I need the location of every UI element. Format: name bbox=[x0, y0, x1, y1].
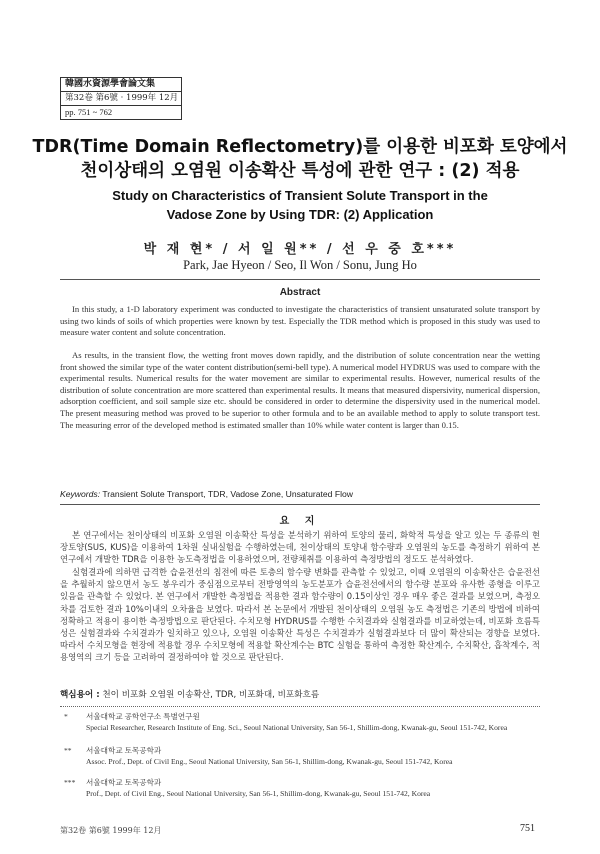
authors-korean: 박 재 현* / 서 일 원** / 선 우 중 호*** bbox=[143, 242, 457, 257]
footnote-3 bbox=[64, 777, 540, 799]
footnote-2-english: Assoc. Prof., Dept. of Civil Eng., Seoul National University, San 56-1, Shillim-dong, Kwanak-gu, Seoul 151-742, Korea bbox=[86, 757, 453, 766]
page-number: 751 bbox=[520, 823, 535, 834]
title-english-line1: Study on Characteristics of Transient Solute Transport in the bbox=[112, 188, 488, 203]
title-korean-line2: 천이상태의 오염원 이송확산 특성에 관한 연구 : (2) 적용 bbox=[80, 161, 520, 181]
footnote-1-english: Special Researcher, Research Institute of Eng. Sci., Seoul National University, San 56-1, Shillim-dong, Kwanak-gu, Seoul 151-742, Korea bbox=[86, 723, 508, 732]
footnote-1-korean: 서울대학교 공학연구소 특별연구원 bbox=[86, 712, 200, 721]
authors-english: Park, Jae Hyeon / Seo, Il Won / Sonu, Jung Ho bbox=[183, 258, 417, 272]
footnote-3-korean: 서울대학교 토목공학과 bbox=[86, 778, 162, 787]
divider-top bbox=[60, 279, 540, 280]
divider-middle bbox=[60, 504, 540, 505]
title-english-line2: Vadose Zone by Using TDR: (2) Application bbox=[166, 207, 434, 222]
summary-paragraph-2: 실험결과에 의하면 급격한 습윤전선의 침전에 따른 토층의 함수량 변화를 관측할 수 있었고, 이때 오염원의 이송확산은 습윤전선을 추월하지 않으면서 농도 봉우리가 중심점으로부터 전방영역의 농도분포가 습윤전선에서의 함수량 분포와 유사한 종형을 이루고 있음을 관측할 수 있었다. 본 연구에서 개발한 측정법을 적용한 결과 함수량이 0.15이상인 경우 매우 좋은 결과를 보였으며, 측정오차를 검토한 결과 10%이내의 오차율을 보였다. 따라서 본 논문에서 개발된 천이상태의 오염원 농도 측정법은 기존의 방법에 비하여 정확하고 적용이 용이한 측정방법으로 판단된다. 수치모형 HYDRUS를 수행한 수치결과와 실험결과를 비교하였는데, 비포화 흐름특성은 실험결과와 수치결과가 일치하고 있으나, 오염원 이송확산 특성은 수치결과가 실험결과보다 더 많이 확산되는 경향을 보였다. 따라서 수치모형을 현장에 적용할 경우 수치모형에 적용할 확산계수는 BTC 실험을 통하여 측정한 확산계수, 수치확산, 흡착계수, 적용영역의 크기 등을 고려하여 결정하여야 할 것으로 판단된다. bbox=[60, 567, 540, 663]
footnote-1 bbox=[64, 711, 540, 733]
footnote-3-mark: *** bbox=[64, 778, 76, 787]
summary-paragraph-1: 본 연구에서는 천이상태의 비포화 오염원 이송확산 특성을 분석하기 위하여 토양의 물리, 화학적 특성을 알고 있는 두 종류의 현장토양(SUS, KUS)을 이용하여 1차원 실내실험을 수행하였는데, 천이상태의 토양내 함수량과 오염원의 농도를 측정하기 위하여 본 연구에서 개발한 TDR을 이용한 농도측정법을 이용하였으며, 전량채취를 이용하여 측정방법의 정도도 분석하였다. bbox=[60, 530, 540, 565]
abstract-keywords bbox=[60, 489, 540, 500]
footnote-3-english: Prof., Dept. of Civil Eng., Seoul National University, San 56-1, Shillim-dong, Kwanak-gu, Seoul 151-742, Korea bbox=[86, 789, 431, 798]
summary-keywords bbox=[60, 690, 540, 701]
journal-volume: 第32卷 第6號 · 1999年 12月 bbox=[61, 92, 181, 106]
journal-pages: pp. 751 ~ 762 bbox=[65, 107, 113, 117]
abstract-heading: Abstract bbox=[279, 287, 321, 298]
summary-heading: 요 지 bbox=[279, 516, 321, 527]
keywords-value: Transient Solute Transport, TDR, Vadose Zone, Unsaturated Flow bbox=[100, 489, 353, 499]
journal-name: 韓國水資源學會論文集 bbox=[61, 78, 181, 92]
abstract-paragraph-2: As results, in the transient flow, the wetting front moves down rapidly, and the distribution of solute concentration near the wetting front showed the similar type of the water content distribution(semi-bell type). A numerical model HYDRUS was used to compare with the experimental results. Numerical results for the water movement are similar to experimental results. However, numerical results of the distribution of solute concentration are more scattered than experimental results. It means that measured dispersivity, numerical dispersion, adsorption coefficient, and soil sample size etc. should be considered in order to determine the dispersivity used in the numerical model. The present measuring method was proved to be superior to other formula and to be an available method to apply to solute transport test. The measuring error of the developed method is estimated smaller than 10% while water content is larger than 0.15. bbox=[60, 350, 540, 430]
footnote-2-korean: 서울대학교 토목공학과 bbox=[86, 746, 162, 755]
footnote-1-mark: * bbox=[64, 712, 68, 721]
divider-footnotes bbox=[60, 706, 540, 707]
title-korean-line1: TDR(Time Domain Reflectometry)를 이용한 비포화 토양에서 bbox=[32, 137, 568, 157]
footnote-2-mark: ** bbox=[64, 746, 72, 755]
summary-keywords-value: 천이 비포화 오염원 이송확산, TDR, 비포화대, 비포화흐름 bbox=[99, 690, 320, 700]
keywords-label: Keywords: bbox=[60, 489, 101, 499]
journal-info-box bbox=[60, 77, 182, 120]
footnote-2 bbox=[64, 745, 540, 767]
footer-journal-issue: 第32卷 第6號 1999年 12月 bbox=[60, 826, 162, 835]
abstract-paragraph-1: In this study, a 1-D laboratory experiment was conducted to investigate the characteristics of transient unsaturated solute transport by using two kinds of soils of which properties were known by test. Especially the TDR method which is proposed in this study was used to measure water content and solute concentration. bbox=[60, 304, 540, 338]
summary-keywords-label: 핵심용어 : bbox=[60, 690, 100, 700]
